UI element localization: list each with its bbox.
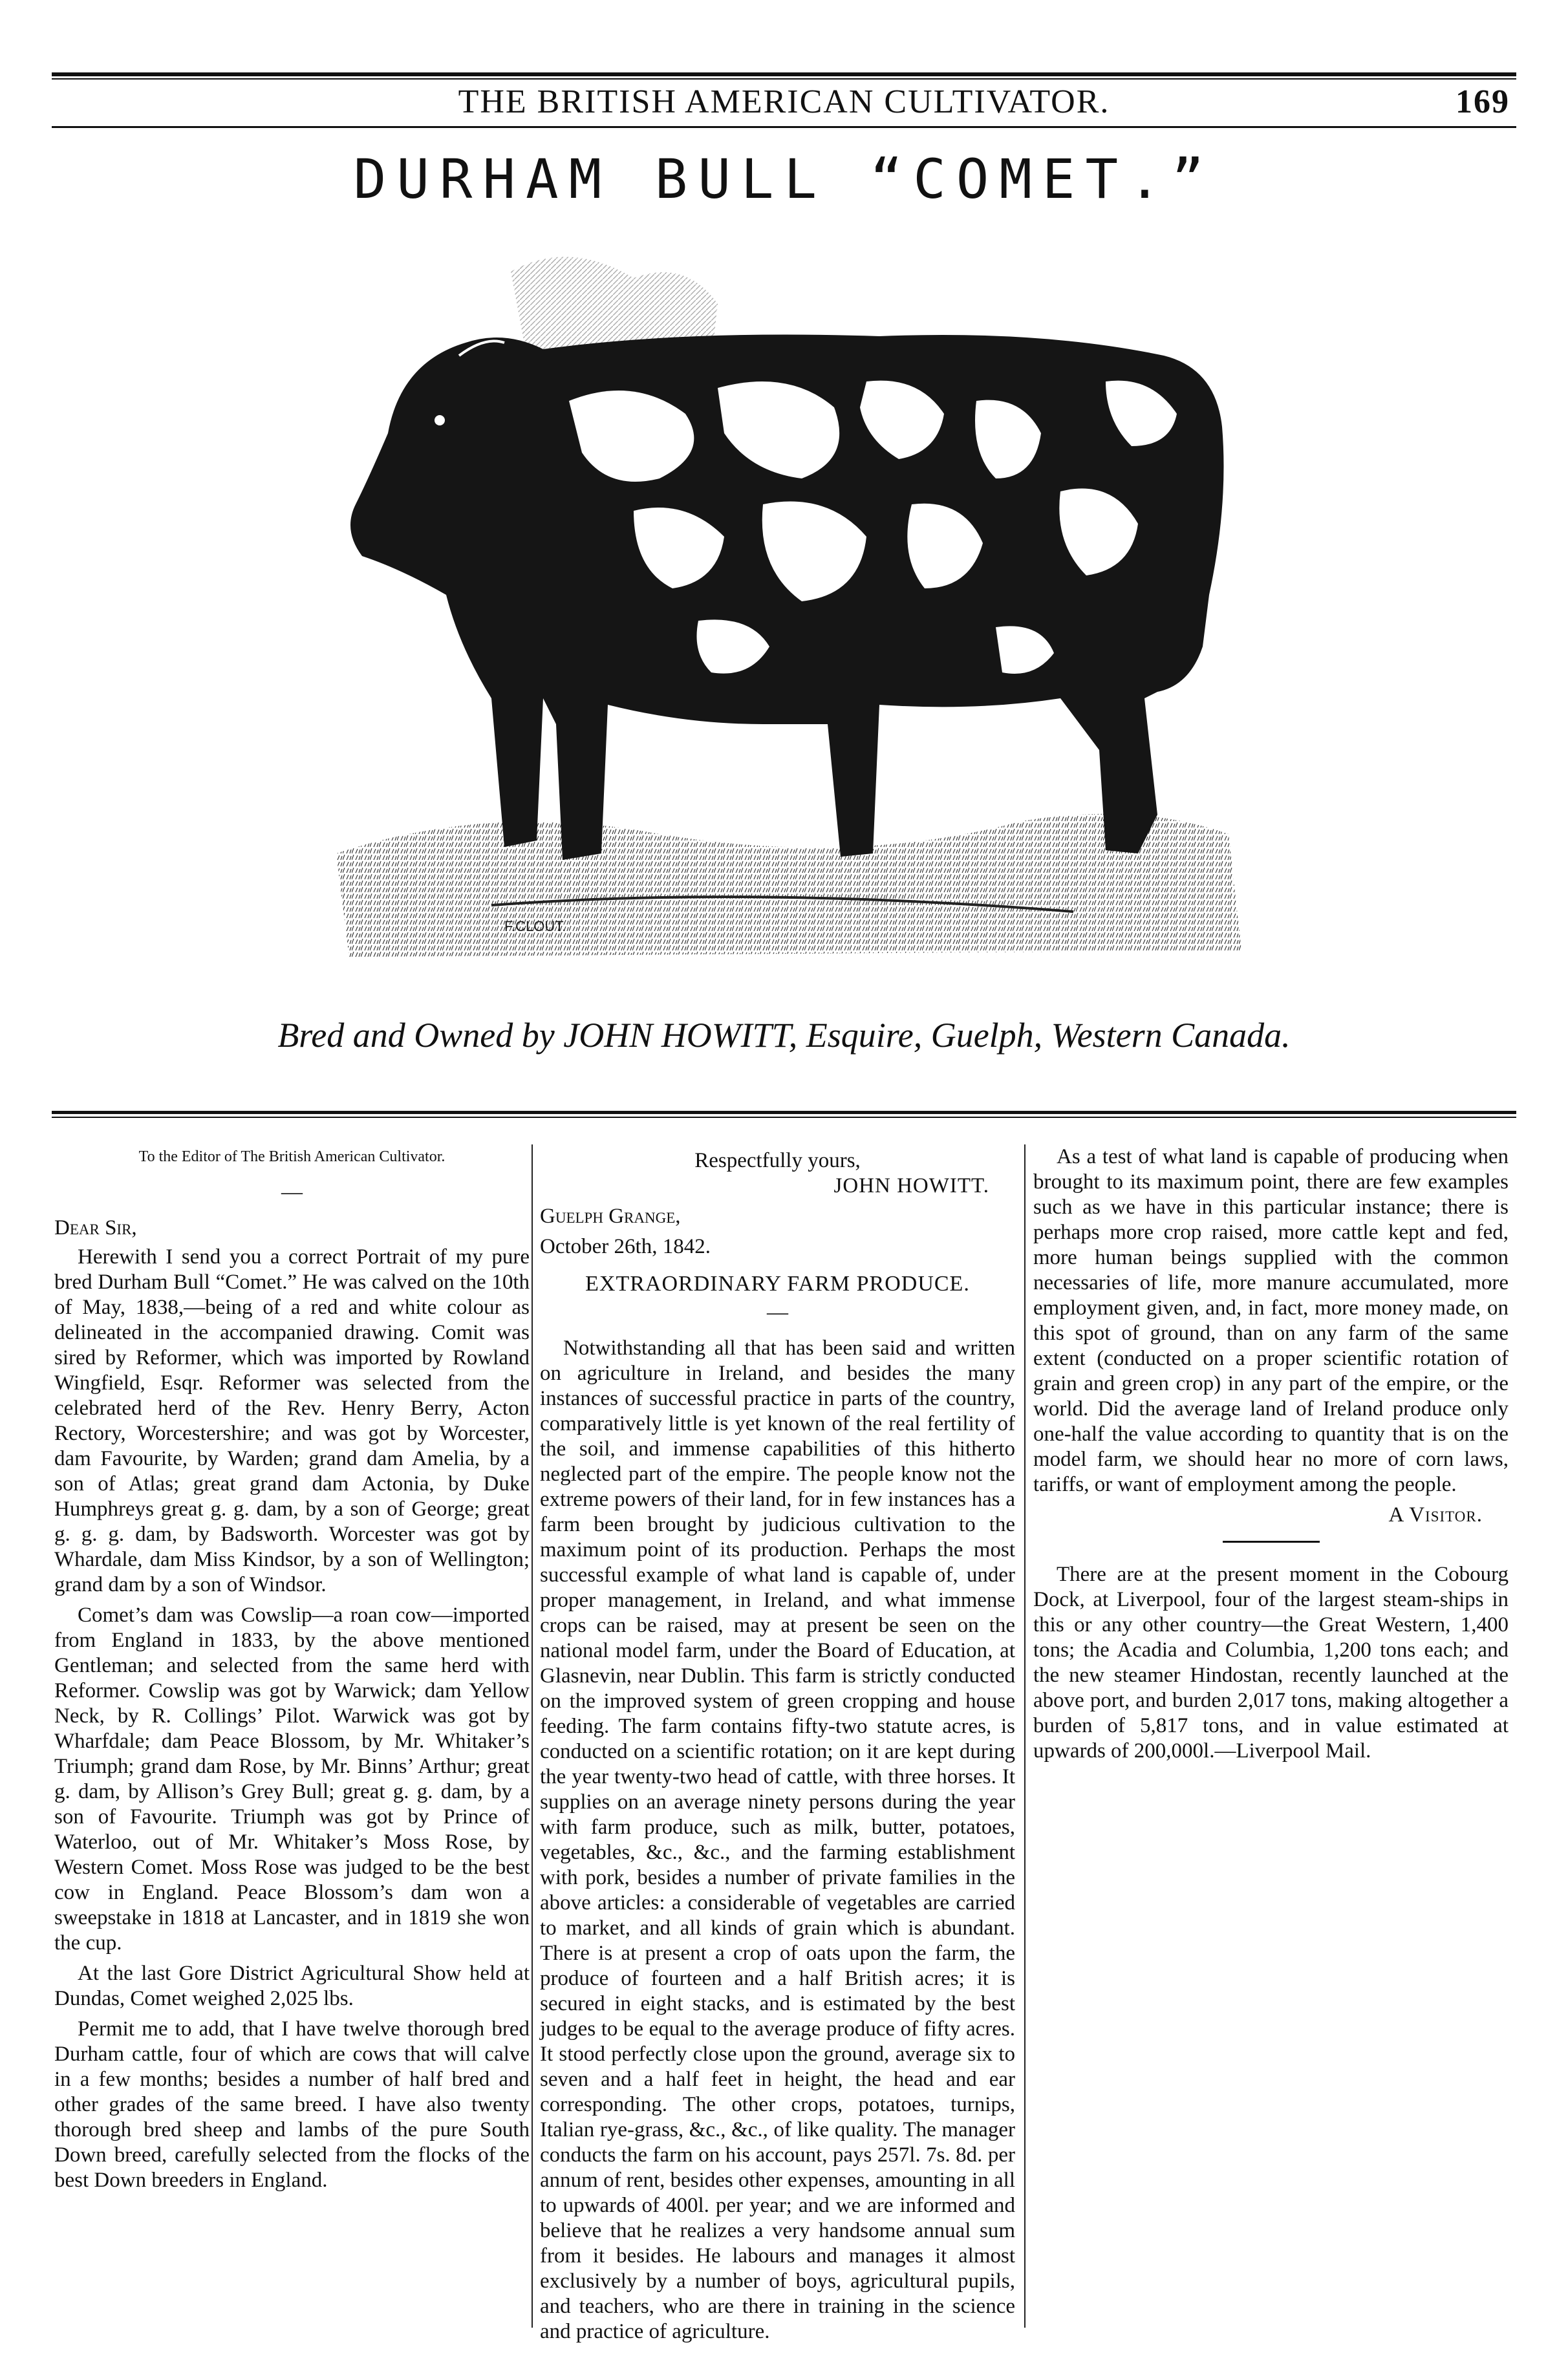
engraving-caption: Bred and Owned by JOHN HOWITT, Esquire, Guelph, Western Canada. — [277, 1016, 1291, 1055]
bull-eye — [435, 415, 445, 425]
article-paragraph: Notwithstanding all that has been said and written on agriculture in Ireland, and besides the many instances of successful practice in parts of the country, comparatively little is yet known of the real fertility of the soil, and immense capabilities of this hitherto neglected part of the empire. The people know not the extreme powers of their land, for in few instances has a farm been brought by judicious cultivation to the maximum point of its production. Perhaps the most successful example of what land is capable of, under proper management, in Ireland, and what immense crops can be raised, may at present be seen on the national model farm, under the Board of Education, at Glasnevin, near Dublin. This farm is strictly conducted on the improved system of green cropping and house feeding. The farm contains fifty-two statute acres, is conducted on a scientific rotation; on it are kept during the year twenty-two head of cattle, with three horses. It supplies on an average ninety persons during the year with farm produce, such as milk, butter, potatoes, vegetables, &c., &c., and the farming establishment with pork, besides a number of private families in the above articles: a considerable of vegetables are carried to market, and all kinds of grain which is abundant. There is at present a crop of oats upon the farm, the produce of fourteen and a half British acres; it is secured in eight stacks, and is estimated by the best judges to be equal to the average produce of fifty acres. It stood perfectly close upon the ground, average six to seven and a half feet in height, the head and ear corresponding. The other crops, potatoes, turnips, Italian rye-grass, &c., &c., of like quality. The manager conducts the farm on his account, pays 257l. 7s. 8d. per annum of rent, besides other expenses, amounting in all to upwards of 400l. per year; and we are informed and believe that he realizes a very handsome annual sum from it besides. He labours and manages it almost exclusively by a number of boys, agricultural pupils, and teachers, who are there in training in the science and practice of agriculture. — [540, 1336, 1015, 2343]
letter-place: Guelph Grange, — [540, 1205, 681, 1228]
letter-paragraph: At the last Gore District Agricultural Show held at Dundas, Comet weighed 2,025 lbs. — [54, 1962, 530, 2010]
letter-paragraph: Herewith I send you a correct Portrait of my pure bred Durham Bull “Comet.” He was calved on the 10th of May, 1838,—being of a red and white colour as delineated in the accompanied drawing. Comit was sired by Reformer, which was imported by Rowland Wingfield, Esqr. Reformer was selected from the celebrated herd of the Rev. Henry Berry, Acton Rectory, Worcestershire; and was got by Worcester, dam Favourite, by Warden; grand dam Amelia, by a son of Atlas; great grand dam Actonia, by Duke Humphreys great g. g. dam, by a son of George; great g. g. g. dam, by Badsworth. Worcester was got by Whardale, dam Miss Kindsor, by a son of Wellington; grand dam by a son of Windsor. — [54, 1245, 530, 1596]
letter-paragraph: Permit me to add, that I have twelve thorough bred Durham cattle, four of which are cows that will calve in a few months; besides a number of half bred and other grades of the same breed. I have also twenty thorough bred sheep and lambs of the pure South Down breed, carefully selected from the flocks of the best Down breeders in England. — [54, 2017, 530, 2192]
bull-engraving — [297, 233, 1280, 996]
engraver-signature: F.CLOUT. — [504, 918, 566, 934]
short-divider — [1223, 1541, 1320, 1543]
letter-salutation: Dear Sir, — [54, 1216, 137, 1239]
dash-divider: — — [281, 1181, 303, 1204]
top-rule — [52, 72, 1516, 76]
page-header — [52, 83, 1516, 123]
news-paragraph: There are at the present moment in the Cobourg Dock, at Liverpool, four of the largest steam-ships in this or any other country—the Great Western, 1,400 tons; the Acadia and Columbia, 1,200 tons each; and the new steamer Hindostan, recently launched at the above port, and burden 2,017 tons, making altogether a burden of 5,817 tons, and in value estimated at upwards of 200,000l.—Liverpool Mail. — [1033, 1563, 1509, 1763]
dash-divider: — — [767, 1301, 788, 1324]
column-separator — [1024, 1144, 1026, 2328]
article-paragraph: As a test of what land is capable of producing when brought to its maximum point, there are few examples such as we have in this particular instance; there is perhaps more crop raised, more cattle kept and fed, more human beings supplied with the common necessaries of life, more manure accumulated, more employment given, and, in fact, more money made, on this spot of ground, than on any farm of the same extent (conducted on a proper scientific rotation of grain and green crop) in any part of the empire, or the world. Did the average land of Ireland produce only one-half the value according to quantity that is on the model farm, we should hear no more of corn laws, tariffs, or want of employment among the people. — [1033, 1145, 1509, 1496]
letter-addressee: To the Editor of The British American Cultivator. — [138, 1148, 446, 1165]
column-1 — [54, 1144, 530, 2328]
top-rule-thin — [52, 78, 1516, 80]
letter-signature: JOHN HOWITT. — [833, 1174, 989, 1197]
column-3 — [1033, 1144, 1509, 2328]
column-2 — [540, 1144, 1015, 2343]
page-number: 169 — [1455, 83, 1510, 120]
article-heading: EXTRAORDINARY FARM PRODUCE. — [585, 1272, 970, 1296]
column-separator — [532, 1144, 533, 2328]
letter-date: October 26th, 1842. — [540, 1235, 711, 1258]
journal-title: THE BRITISH AMERICAN CULTIVATOR. — [458, 83, 1110, 120]
section-rule — [52, 1111, 1516, 1114]
letter-closing: Respectfully yours, — [694, 1149, 861, 1172]
page-title: DURHAM BULL “COMET.” — [353, 147, 1215, 211]
article-signature: A Visitor. — [1388, 1503, 1483, 1527]
header-rule — [52, 126, 1516, 128]
section-rule-thin — [52, 1117, 1516, 1118]
letter-paragraph: Comet’s dam was Cowslip—a roan cow—imported from England in 1833, by the above mentioned Gentleman; and selected from the same herd with Reformer. Cowslip was got by Warwick; dam Yellow Neck, by R. Collings’ Pilot. Warwick was got by Wharfdale; dam Peace Blossom, by Mr. Whitaker’s Triumph; grand dam Rose, by Mr. Binns’ Arthur; great g. dam, by Allison’s Grey Bull; great g. g. dam, by a son of Favourite. Triumph was got by Prince of Waterloo, out of Mr. Whitaker’s Moss Rose, by Western Comet. Moss Rose was judged to be the best cow in England. Peace Blossom’s dam won a sweepstake in 1818 at Lancaster, and in 1819 she won the cup. — [54, 1604, 530, 1955]
